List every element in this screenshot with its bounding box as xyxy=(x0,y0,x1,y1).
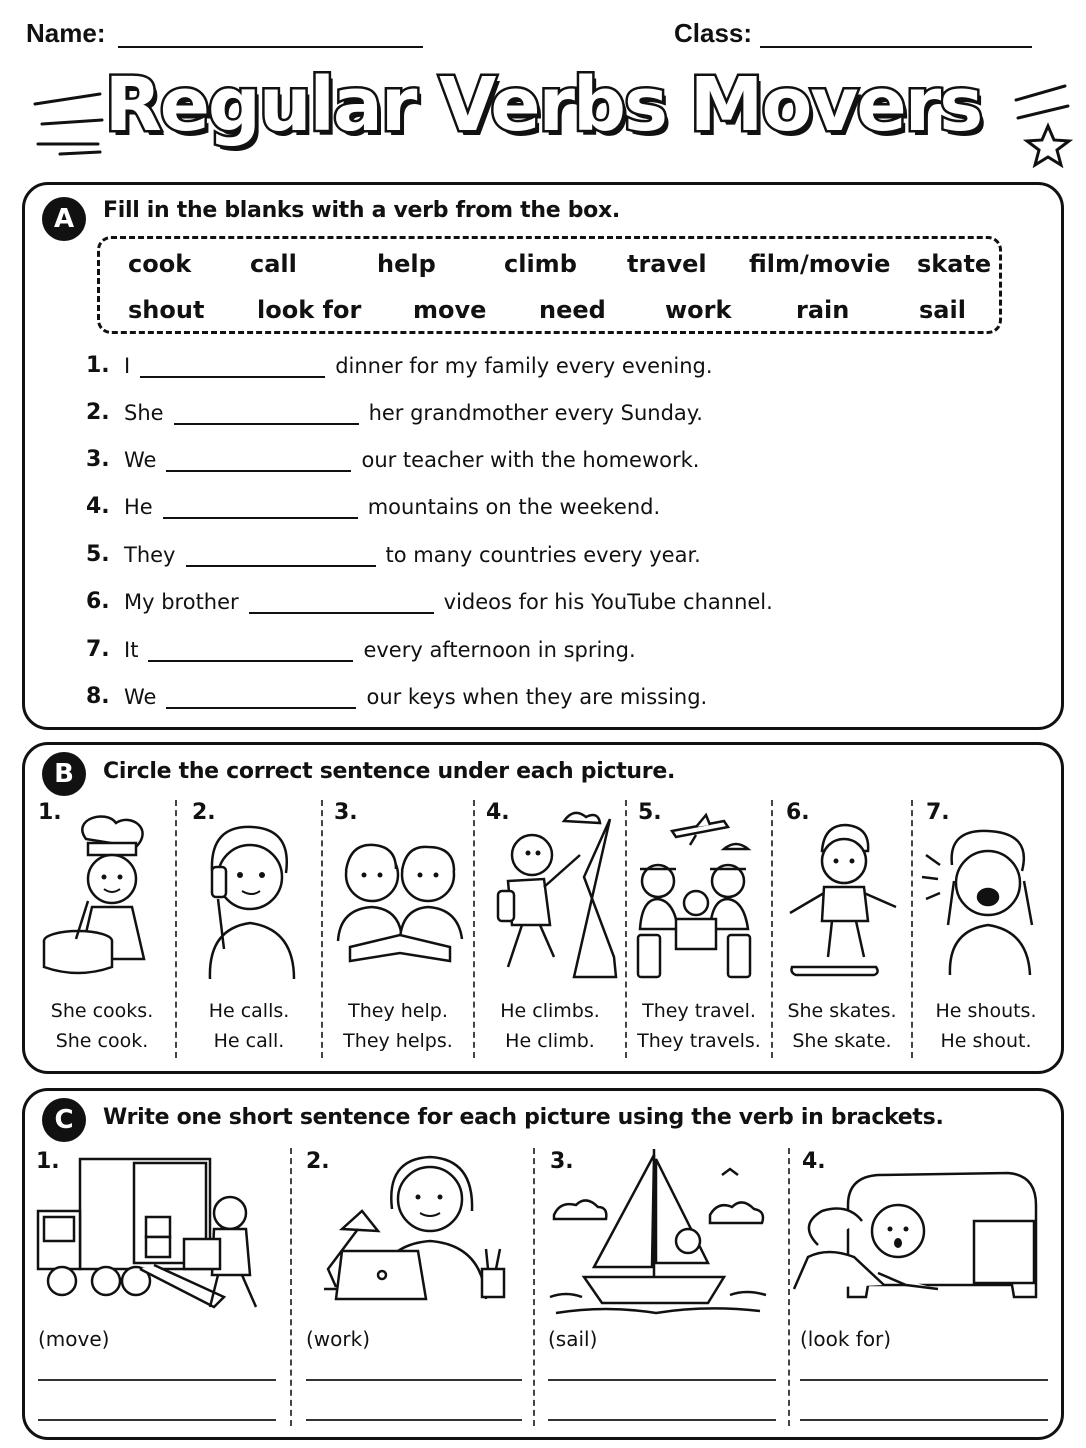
writing-line[interactable] xyxy=(306,1379,522,1381)
picture-item xyxy=(630,795,768,1060)
section-a-instruction: Fill in the blanks with a verb from the box. xyxy=(103,198,620,223)
girl-laptop-icon xyxy=(306,1149,526,1319)
option-correct[interactable]: He shouts. xyxy=(935,1000,1037,1022)
boy-under-sofa-icon xyxy=(788,1165,1048,1315)
sentence-start: She xyxy=(124,401,164,425)
moving-truck-icon xyxy=(34,1157,272,1317)
word-box-item: climb xyxy=(504,250,577,278)
boy-climbing-icon xyxy=(494,807,618,983)
word-box-item: sail xyxy=(919,296,966,324)
column-divider xyxy=(911,800,913,1058)
word-box-item: help xyxy=(377,250,436,278)
writing-line[interactable] xyxy=(38,1379,276,1381)
sentence-number: 5. xyxy=(86,542,110,567)
kids-reading-icon xyxy=(330,831,470,977)
sentence-number: 6. xyxy=(86,589,110,614)
option-correct[interactable]: They help. xyxy=(348,1000,448,1022)
word-box-item: rain xyxy=(796,296,850,324)
picture-number: 6. xyxy=(786,800,810,825)
writing-line[interactable] xyxy=(306,1419,522,1421)
word-box-item: film/movie xyxy=(749,250,891,278)
word-box-item: need xyxy=(539,296,606,324)
writing-line[interactable] xyxy=(38,1419,276,1421)
option-correct[interactable]: She skates. xyxy=(787,1000,897,1022)
writing-line[interactable] xyxy=(548,1379,776,1381)
column-divider xyxy=(175,800,177,1058)
writing-line[interactable] xyxy=(548,1419,776,1421)
answer-blank[interactable] xyxy=(186,545,376,567)
sentence-row xyxy=(86,353,713,378)
column-divider xyxy=(533,1148,535,1426)
writing-item xyxy=(544,1145,782,1430)
word-box-item: cook xyxy=(128,250,192,278)
picture-number: 4. xyxy=(486,800,510,825)
word-box-item: look for xyxy=(257,296,362,324)
sentence-row xyxy=(86,542,701,567)
option-correct[interactable]: They travel. xyxy=(642,1000,756,1022)
sentence-row xyxy=(86,589,773,614)
page-title-wrapper xyxy=(0,62,1086,148)
verb-hint: (look for) xyxy=(800,1327,892,1351)
answer-blank[interactable] xyxy=(166,450,351,472)
sentence-end: mountains on the weekend. xyxy=(367,495,661,519)
word-box-item: travel xyxy=(627,250,707,278)
boy-shouting-icon xyxy=(918,825,1052,985)
answer-blank[interactable] xyxy=(174,403,359,425)
picture-number: 1. xyxy=(38,800,62,825)
picture-number: 2. xyxy=(192,800,216,825)
boy-phone-icon xyxy=(190,819,310,981)
picture-item xyxy=(180,795,318,1060)
picture-number: 2. xyxy=(306,1149,330,1174)
answer-blank[interactable] xyxy=(140,356,325,378)
picture-number: 1. xyxy=(36,1149,60,1174)
writing-item xyxy=(302,1145,528,1430)
sentence-end: videos for his YouTube channel. xyxy=(443,590,773,614)
answer-blank[interactable] xyxy=(166,687,356,709)
sentence-start: I xyxy=(124,354,131,378)
class-field[interactable] xyxy=(760,46,1032,48)
sentence-end: every afternoon in spring. xyxy=(363,638,636,662)
word-box-item: move xyxy=(413,296,487,324)
name-label: Name: xyxy=(26,18,106,48)
picture-item xyxy=(776,795,908,1060)
sentence-end: her grandmother every Sunday. xyxy=(368,401,703,425)
column-divider xyxy=(771,800,773,1058)
picture-number: 3. xyxy=(550,1149,574,1174)
section-a-badge: A xyxy=(42,197,86,241)
sentence-number: 3. xyxy=(86,447,110,472)
sentence-row xyxy=(86,447,699,472)
section-c-badge: C xyxy=(42,1098,86,1142)
column-divider xyxy=(290,1148,292,1426)
picture-item xyxy=(916,795,1056,1060)
column-divider xyxy=(321,800,323,1058)
section-c-instruction: Write one short sentence for each picture using the verb in brackets. xyxy=(103,1105,944,1130)
option-incorrect[interactable]: She cook. xyxy=(55,1030,149,1052)
picture-number: 4. xyxy=(802,1149,826,1174)
verb-hint: (move) xyxy=(38,1327,110,1351)
sentence-start: He xyxy=(124,495,153,519)
section-b-badge: B xyxy=(42,752,86,796)
sentence-number: 7. xyxy=(86,637,110,662)
sentence-start: We xyxy=(124,685,157,709)
picture-number: 3. xyxy=(334,800,358,825)
sentence-number: 2. xyxy=(86,400,110,425)
picture-item xyxy=(478,795,622,1060)
word-box-item: skate xyxy=(917,250,992,278)
class-label: Class: xyxy=(674,18,753,48)
option-incorrect[interactable]: She skate. xyxy=(792,1030,892,1052)
sentence-number: 8. xyxy=(86,684,110,709)
writing-line[interactable] xyxy=(800,1379,1048,1381)
picture-number: 5. xyxy=(638,800,662,825)
column-divider xyxy=(625,800,627,1058)
name-field[interactable] xyxy=(118,46,423,48)
picture-item xyxy=(32,795,172,1060)
sentence-row xyxy=(86,684,707,709)
section-b-instruction: Circle the correct sentence under each picture. xyxy=(103,759,676,784)
sentence-start: My brother xyxy=(124,590,239,614)
sentence-row xyxy=(86,494,660,519)
girl-skating-icon xyxy=(784,821,904,981)
verb-hint: (work) xyxy=(306,1327,371,1351)
word-box-item: call xyxy=(250,250,297,278)
option-incorrect[interactable]: He call. xyxy=(213,1030,285,1052)
sentence-row xyxy=(86,400,703,425)
sentence-start: It xyxy=(124,638,139,662)
family-travel-icon xyxy=(632,811,764,987)
sentence-start: They xyxy=(124,543,176,567)
option-correct[interactable]: He climbs. xyxy=(500,1000,600,1022)
word-box-item: work xyxy=(665,296,732,324)
writing-item xyxy=(34,1145,284,1430)
sentence-end: our keys when they are missing. xyxy=(366,685,708,709)
girl-cooking-icon xyxy=(36,809,168,979)
sentence-start: We xyxy=(124,448,157,472)
sentence-number: 4. xyxy=(86,494,110,519)
option-incorrect[interactable]: He shout. xyxy=(940,1030,1032,1052)
sentence-row xyxy=(86,637,636,662)
answer-blank[interactable] xyxy=(148,640,353,662)
sentence-end: to many countries every year. xyxy=(385,543,701,567)
word-box-item: shout xyxy=(128,296,205,324)
column-divider xyxy=(473,800,475,1058)
answer-blank[interactable] xyxy=(163,497,358,519)
option-correct[interactable]: She cooks. xyxy=(50,1000,154,1022)
answer-blank[interactable] xyxy=(249,592,434,614)
sentence-number: 1. xyxy=(86,353,110,378)
sentence-end: dinner for my family every evening. xyxy=(335,354,713,378)
picture-item xyxy=(326,795,470,1060)
page-title: Regular Verbs Movers xyxy=(104,62,982,148)
writing-line[interactable] xyxy=(800,1419,1048,1421)
option-incorrect[interactable]: He climb. xyxy=(505,1030,595,1052)
verb-hint: (sail) xyxy=(548,1327,598,1351)
picture-number: 7. xyxy=(926,800,950,825)
option-incorrect[interactable]: They helps. xyxy=(343,1030,453,1052)
sentence-end: our teacher with the homework. xyxy=(361,448,700,472)
option-correct[interactable]: He calls. xyxy=(208,1000,290,1022)
writing-item xyxy=(796,1145,1056,1430)
sailboat-icon xyxy=(546,1145,778,1315)
option-incorrect[interactable]: They travels. xyxy=(637,1030,761,1052)
